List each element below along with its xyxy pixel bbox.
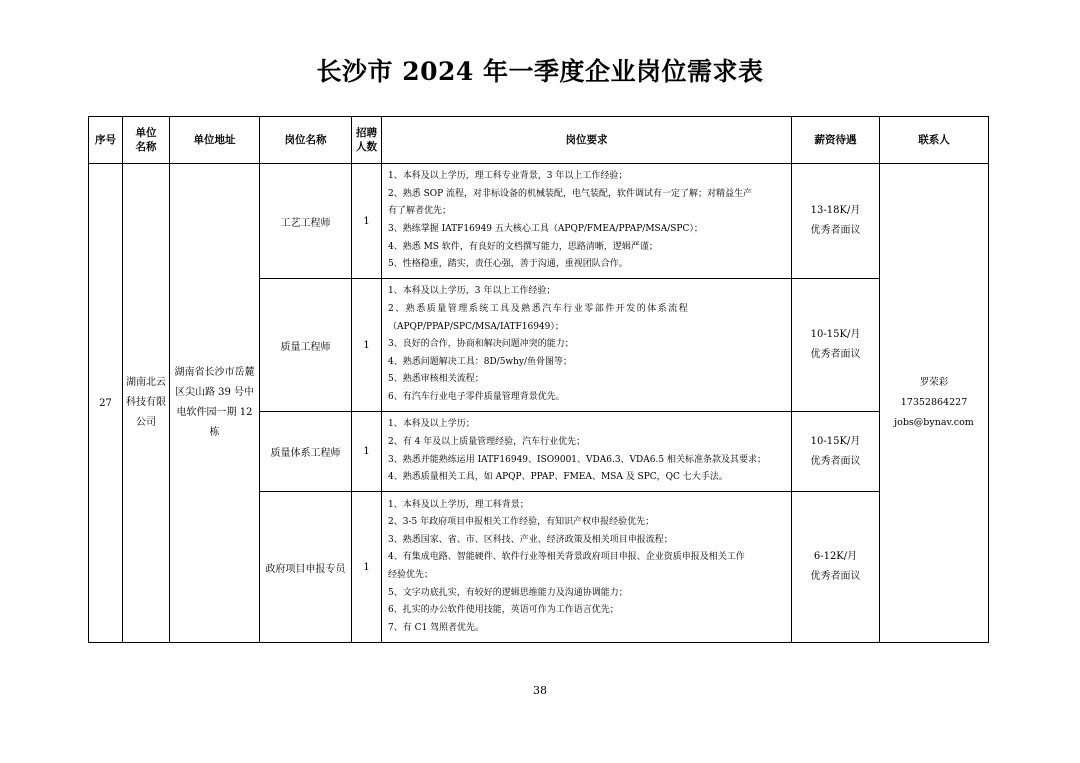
requirement-line: （APQP/PPAP/SPC/MSA/IATF16949）； — [388, 321, 564, 332]
job-requirements — [382, 492, 792, 643]
table-header-row — [89, 117, 989, 164]
salary-range: 13-18K/月 — [810, 205, 861, 216]
job-requirements — [382, 164, 792, 279]
requirement-line: 有了解者优先； — [388, 206, 452, 217]
requirement-line: 4、有集成电路、智能硬件、软件行业等相关背景政府项目申报、企业资质申报及相关工作 — [388, 552, 745, 563]
requirement-line: 7、有 C1 驾照者优先。 — [388, 622, 485, 633]
requirement-line: 3、良好的合作，协商和解决问题冲突的能力； — [388, 339, 574, 350]
salary-range: 10-15K/月 — [810, 435, 861, 447]
salary-range: 10-15K/月 — [810, 329, 861, 340]
header-company-name: 单位名称 — [123, 117, 170, 164]
header-requirements: 岗位要求 — [382, 117, 792, 164]
requirement-line: 6、有汽车行业电子零件质量管理背景优先。 — [388, 391, 565, 402]
job-headcount: 1 — [352, 279, 382, 412]
requirement-line: 经验优先； — [388, 570, 434, 580]
job-salary — [792, 492, 880, 643]
job-salary — [792, 164, 880, 279]
job-salary — [792, 279, 880, 412]
job-requirements — [382, 279, 792, 412]
contact-email: jobs@bynav.com — [894, 417, 974, 428]
requirement-line: 3、熟悉国家、省、市、区科技、产业、经济政策及相关项目申报流程； — [388, 534, 673, 545]
header-company-address: 单位地址 — [170, 117, 260, 164]
contact-name: 罗荣彩 — [919, 377, 949, 388]
contact-cell — [880, 164, 989, 643]
salary-note: 优秀者面议 — [810, 455, 861, 467]
header-no: 序号 — [89, 117, 123, 164]
salary-note: 优秀者面议 — [810, 571, 861, 582]
requirement-line: 1、本科及以上学历，理工科专业背景，3 年以上工作经验； — [388, 171, 628, 182]
job-headcount: 1 — [352, 492, 382, 643]
job-title: 政府项目申报专员 — [260, 492, 352, 643]
company-address: 湖南省长沙市岳麓区尖山路 39 号中电软件园一期 12 栋 — [170, 164, 260, 643]
job-title: 工艺工程师 — [260, 164, 352, 279]
header-contact: 联系人 — [880, 117, 989, 164]
job-title: 质量体系工程师 — [260, 412, 352, 492]
job-requirements — [382, 412, 792, 492]
job-requirements-table — [88, 116, 989, 643]
header-headcount: 招聘人数 — [352, 117, 382, 164]
requirement-line: 5、熟悉审核相关流程； — [388, 374, 484, 385]
salary-note: 优秀者面议 — [810, 349, 861, 360]
job-salary — [792, 412, 880, 492]
requirement-line: 5、文字功底扎实，有较好的逻辑思维能力及沟通协调能力； — [388, 587, 628, 598]
requirement-line: 1、本科及以上学历，3 年以上工作经验； — [388, 286, 556, 297]
requirement-line: 2、有 4 年及以上质量管理经验，汽车行业优先； — [388, 436, 586, 447]
job-title: 质量工程师 — [260, 279, 352, 412]
page-title: 长沙市 2024 年一季度企业岗位需求表 — [316, 57, 764, 86]
company-name: 湖南北云科技有限公司 — [123, 164, 170, 643]
job-headcount: 1 — [352, 164, 382, 279]
requirement-line: 1、本科及以上学历，理工科背景； — [388, 499, 529, 510]
requirement-line: 4、熟悉 MS 软件，有良好的文档撰写能力，思路清晰，逻辑严谨； — [388, 241, 658, 252]
company-no: 27 — [89, 164, 123, 643]
requirement-line: 2、熟悉 SOP 流程，对非标设备的机械装配，电气装配，软件调试有一定了解；对精益生产 — [388, 188, 753, 199]
requirement-line: 4、熟悉问题解决工具：8D/5why/鱼骨图等； — [388, 356, 573, 367]
header-salary: 薪资待遇 — [792, 117, 880, 164]
requirement-line: 1、本科及以上学历； — [388, 419, 475, 430]
requirement-line: 2、3-5 年政府项目申报相关工作经验，有知识产权申报经验优先； — [388, 517, 655, 528]
requirement-line: 4、熟悉质量相关工具，如 APQP、PPAP、FMEA、MSA 及 SPC，QC 七大手法。 — [388, 472, 728, 483]
requirement-line: 3、熟练掌握 IATF16949 五大核心工具（APQP/FMEA/PPAP/MSA/SPC）； — [388, 224, 703, 234]
salary-range: 6-12K/月 — [813, 551, 858, 562]
requirement-line: 6、扎实的办公软件使用技能，英语可作为工作语言优先； — [388, 605, 619, 616]
requirement-line: 3、熟悉并能熟练运用 IATF16949、ISO9001、VDA6.3、VDA6.5 相关标准条款及其要求； — [388, 454, 766, 465]
requirement-line: 2、熟悉质量管理系统工具及熟悉汽车行业零部件开发的体系流程 — [388, 304, 690, 315]
header-job-title: 岗位名称 — [260, 117, 352, 164]
salary-note: 优秀者面议 — [810, 225, 861, 236]
job-headcount: 1 — [352, 412, 382, 492]
page-number: 38 — [533, 684, 547, 697]
contact-phone: 17352864227 — [900, 397, 968, 408]
table-row — [89, 164, 989, 279]
requirement-line: 5、性格稳重，踏实，责任心强，善于沟通，重视团队合作。 — [388, 259, 628, 270]
